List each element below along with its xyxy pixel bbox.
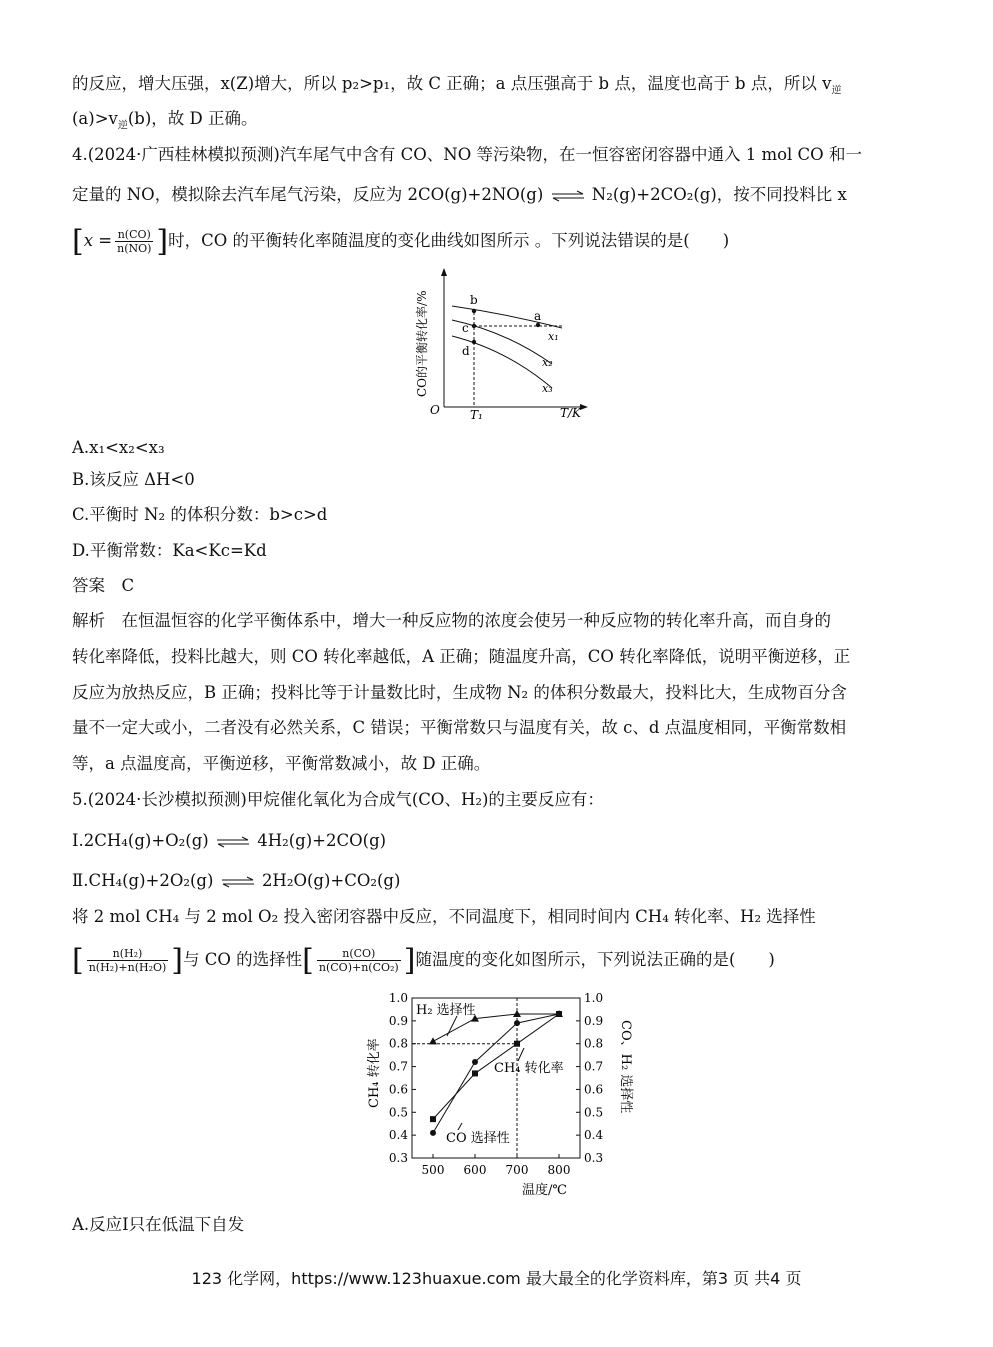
q5-r2-left: Ⅱ.CH₄(g)+2O₂(g): [72, 871, 214, 890]
y-tick-label-right: 0.6: [584, 1082, 604, 1097]
q4-option-b: B.该反应 ΔH<0: [72, 470, 195, 489]
y-tick-label-left: 0.9: [388, 1013, 408, 1028]
y-tick-label-right: 0.3: [584, 1151, 604, 1165]
series-label-ch4: CH₄ 转化率: [494, 1061, 564, 1076]
point-b: [472, 309, 476, 313]
q5-stem-3a: 与 CO 的选择性: [183, 950, 303, 969]
prev-text-2: (a)>v: [72, 109, 118, 128]
y-tick-label-right: 1.0: [584, 991, 604, 1005]
bracket-left: [: [302, 942, 314, 978]
prev-line-1: [72, 74, 841, 101]
q5-r1-left: Ⅰ.2CH₄(g)+O₂(g): [72, 831, 209, 850]
point-a: [536, 323, 540, 327]
x-tick-label: 500: [421, 1163, 445, 1177]
q4-figure: [412, 262, 592, 422]
series-label-co: CO 选择性: [446, 1131, 510, 1146]
y-tick-label-left: 0.5: [388, 1105, 408, 1120]
q4-exp-2: 转化率降低，投料比越大，则 CO 转化率越低，A 正确；随温度升高，CO 转化率降低，说明平衡逆移，正: [72, 647, 851, 666]
q5-frac2-num: n(CO): [317, 947, 401, 961]
y-tick-label-right: 0.4: [584, 1128, 604, 1143]
q4-option-a: A.x₁<x₂<x₃: [72, 438, 165, 457]
q4-stem-2a: 定量的 NO，模拟除去汽车尾气污染，反应为 2CO(g)+2NO(g): [72, 185, 544, 204]
bracket-right: ]: [403, 942, 416, 978]
q4-stem-3: [72, 223, 730, 259]
q4-exp-4: 量不一定大或小，二者没有必然关系，C 错误；平衡常数只与温度有关，故 c、d 点温度相同，平衡常数相: [72, 718, 847, 737]
series-label-h2: H₂ 选择性: [416, 1003, 476, 1018]
q4-frac-den: n(NO): [117, 242, 152, 255]
q5-frac2-den: n(CO)+n(CO₂): [318, 961, 399, 974]
y-tick-label-left: 0.3: [388, 1151, 408, 1165]
equilibrium-arrow-icon: [221, 876, 255, 888]
marker-triangle: [429, 1037, 437, 1044]
bracket-left: [: [72, 223, 84, 259]
q4-stem-2b: N₂(g)+2CO₂(g)，按不同投料比 x: [591, 185, 847, 204]
q4-stem-3-text: 时，CO 的平衡转化率随温度的变化曲线如图所示 。下列说法错误的是( ): [168, 231, 730, 250]
x-tick-label: 700: [505, 1163, 529, 1177]
label-a: a: [534, 309, 542, 323]
label-x1: x₁: [548, 330, 559, 343]
q4-answer: 答案 C: [72, 576, 135, 595]
page-footer: 123 化学网，https://www.123huaxue.com 最大最全的化学资料库，第3 页 共4 页: [191, 1269, 802, 1288]
y-tick-label-right: 0.5: [584, 1105, 604, 1120]
q4-frac-num: n(CO): [115, 228, 153, 242]
prev-sub-2: 逆: [117, 120, 128, 132]
q4-fraction: [115, 228, 153, 255]
label-c: c: [462, 321, 469, 335]
q5-r2-right: 2H₂O(g)+CO₂(g): [261, 871, 401, 890]
x-tick-label: 600: [463, 1163, 487, 1177]
x-tick-label: 800: [547, 1163, 571, 1177]
y-label-left: CH₄ 转化率: [367, 1038, 382, 1108]
y-tick-label-left: 0.8: [388, 1036, 408, 1051]
q5-stem-2: 将 2 mol CH₄ 与 2 mol O₂ 投入密闭容器中反应，不同温度下，相同时间内 CH₄ 转化率、H₂ 选择性: [72, 907, 816, 926]
marker-circle: [514, 1020, 520, 1026]
y-tick-label-right: 0.8: [584, 1036, 604, 1051]
q4-fig-xlabel: T/K: [560, 406, 582, 420]
marker-square: [514, 1041, 520, 1047]
q5-frac1-den: n(H₂)+n(H₂O): [88, 961, 167, 974]
q5-stem-1: 5.(2024·长沙模拟预测)甲烷催化氧化为合成气(CO、H₂)的主要反应有：: [72, 790, 604, 809]
point-c: [472, 324, 476, 328]
q5-stem-3: [72, 943, 775, 977]
y-tick-label-left: 0.4: [388, 1128, 408, 1143]
q5-reaction-1: [72, 831, 386, 851]
q5-option-a: A.反应Ⅰ只在低温下自发: [72, 1215, 245, 1234]
q4-fig-t1: T₁: [470, 408, 483, 422]
q4-frac-lhs: x =: [83, 231, 113, 250]
marker-circle: [556, 1011, 562, 1017]
bracket-right: ]: [171, 942, 184, 978]
prev-text-1: 的反应，增大压强，x(Z)增大，所以 p₂>p₁，故 C 正确；a 点压强高于 b 点，温度也高于 b 点，所以 v: [72, 74, 832, 93]
bracket-right: ]: [156, 223, 169, 259]
marker-circle: [472, 1059, 478, 1065]
q4-option-d: D.平衡常数：Ka<Kc=Kd: [72, 541, 267, 560]
q4-exp-5: 等，a 点温度高，平衡逆移，平衡常数减小，故 D 正确。: [72, 754, 491, 773]
equilibrium-arrow-icon: [216, 836, 250, 848]
q5-frac1-num: n(H₂): [87, 947, 169, 961]
point-d: [472, 340, 476, 344]
q5-chart: [360, 988, 640, 1200]
q4-option-c: C.平衡时 N₂ 的体积分数：b>c>d: [72, 505, 328, 524]
label-x3: x₃: [542, 382, 553, 395]
q4-stem-1: 4.(2024·广西桂林模拟预测)汽车尾气中含有 CO、NO 等污染物，在一恒容密闭容器中通入 1 mol CO 和一: [72, 145, 862, 164]
y-tick-label-left: 0.6: [388, 1082, 408, 1097]
q5-stem-3b: 随温度的变化如图所示，下列说法正确的是( ): [415, 950, 775, 969]
q4-fig-ylabel: CO的平衡转化率/%: [415, 290, 429, 397]
q4-exp-3: 反应为放热反应，B 正确；投料比等于计量数比时，生成物 N₂ 的体积分数最大，投料比大，生成物百分含: [72, 683, 847, 702]
marker-circle: [430, 1130, 436, 1136]
y-tick-label-right: 0.9: [584, 1013, 604, 1028]
marker-square: [472, 1070, 478, 1076]
y-tick-label-right: 0.7: [584, 1059, 604, 1074]
x-label: 温度/℃: [522, 1183, 567, 1198]
label-d: d: [462, 344, 470, 358]
prev-text-2b: (b)，故 D 正确。: [127, 109, 258, 128]
label-x2: x₂: [542, 356, 553, 369]
q5-r1-right: 4H₂(g)+2CO(g): [257, 831, 387, 850]
q5-reaction-2: [72, 871, 400, 891]
prev-sub-1: 逆: [831, 85, 842, 97]
y-tick-label-left: 1.0: [388, 991, 408, 1005]
bracket-left: [: [72, 942, 84, 978]
q4-exp-1: 解析 在恒温恒容的化学平衡体系中，增大一种反应物的浓度会使另一种反应物的转化率升高，而自身的: [72, 611, 831, 630]
label-b: b: [470, 293, 478, 307]
y-tick-label-left: 0.7: [388, 1059, 408, 1074]
q4-stem-2: [72, 185, 847, 205]
q5-fraction-1: [87, 947, 169, 974]
equilibrium-arrow-icon: [551, 190, 585, 202]
y-label-right: CO、H₂ 选择性: [618, 1020, 633, 1114]
marker-square: [430, 1116, 436, 1122]
q4-fig-origin: O: [430, 403, 440, 417]
q5-fraction-2: [317, 947, 401, 974]
prev-line-2: [72, 109, 258, 136]
